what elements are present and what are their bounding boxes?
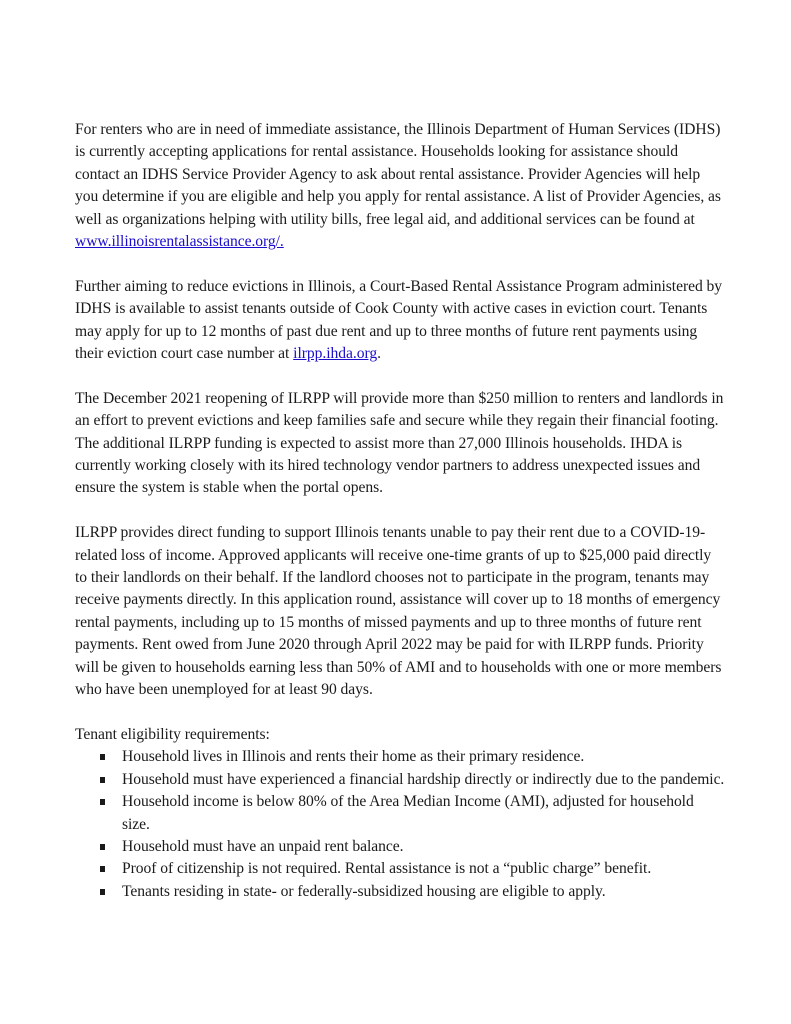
paragraph-text: Further aiming to reduce evictions in Illinois, a Court-Based Rental Assistance Program administered by IDHS is available to assist tenants outside of Cook County with active cases in eviction court. Tenants may apply for up to 12 months of past due rent and up to three months of future rent payments using their eviction court case number at — [75, 277, 723, 363]
document-page — [75, 119, 725, 903]
paragraph-december-reopening — [75, 388, 725, 500]
list-item-text: Proof of citizenship is not required. Rental assistance is not a “public charge” benefit. — [122, 860, 652, 878]
square-bullet-icon — [100, 866, 105, 872]
square-bullet-icon — [100, 889, 105, 895]
list-item-text: Household must have an unpaid rent balance. — [122, 837, 404, 855]
paragraph-ilrpp-funding — [75, 522, 725, 701]
square-bullet-icon — [100, 844, 105, 850]
list-item-text: Household must have experienced a financial hardship directly or indirectly due to the pandemic. — [122, 770, 725, 788]
list-item-text: Household lives in Illinois and rents their home as their primary residence. — [122, 748, 585, 766]
square-bullet-icon — [100, 754, 105, 760]
square-bullet-icon — [100, 777, 105, 783]
eligibility-heading: Tenant eligibility requirements: — [75, 725, 270, 743]
ilrpp-ihda-link[interactable]: ilrpp.ihda.org — [293, 345, 378, 363]
list-item — [75, 881, 725, 903]
eligibility-list — [75, 746, 725, 903]
list-item-text: Household income is below 80% of the Area Median Income (AMI), adjusted for household size. — [122, 793, 694, 833]
list-item — [75, 836, 725, 858]
paragraph-text: ILRPP provides direct funding to support Illinois tenants unable to pay their rent due to a COVID-19-related loss of income. Approved applicants will receive one-time grants of up to $25,000 paid directly to their landlords on their behalf. If the landlord chooses not to participate in the program, tenants may receive payments directly. In this application round, assistance will cover up to 18 months of emergency rental payments, including up to 15 months of missed payments and up to three months of future rent payments. Rent owed from June 2020 through April 2022 may be paid for with ILRPP funds. Priority will be given to households earning less than 50% of AMI and to households with one or more members who have been unemployed for at least 90 days. — [75, 524, 722, 699]
paragraph-idhs-assistance — [75, 119, 725, 253]
list-item — [75, 769, 725, 791]
paragraph-after: . — [377, 345, 381, 363]
square-bullet-icon — [100, 799, 105, 805]
paragraph-text: For renters who are in need of immediate assistance, the Illinois Department of Human Services (IDHS) is currently accepting applications for rental assistance. Households looking for assistance should contact an IDHS Service Provider Agency to ask about rental assistance. Provider Agencies will help you determine if you are eligible and help you apply for rental assistance. A list of Provider Agencies, as well as organizations helping with utility bills, free legal aid, and additional services can be found at — [75, 121, 721, 228]
list-item — [75, 791, 725, 836]
paragraph-court-based-program — [75, 276, 725, 366]
paragraph-text: The December 2021 reopening of ILRPP will provide more than $250 million to renters and landlords in an effort to prevent evictions and keep families safe and secure while they regain their financial footing. The additional ILRPP funding is expected to assist more than 27,000 Illinois households. IHDA is currently working closely with its hired technology vendor partners to address unexpected issues and ensure the system is stable when the portal opens. — [75, 389, 724, 497]
list-item-text: Tenants residing in state- or federally-subsidized housing are eligible to apply. — [122, 882, 606, 900]
list-item — [75, 858, 725, 880]
illinois-rental-assistance-link[interactable]: www.illinoisrentalassistance.org/. — [75, 233, 284, 251]
list-item — [75, 746, 725, 768]
